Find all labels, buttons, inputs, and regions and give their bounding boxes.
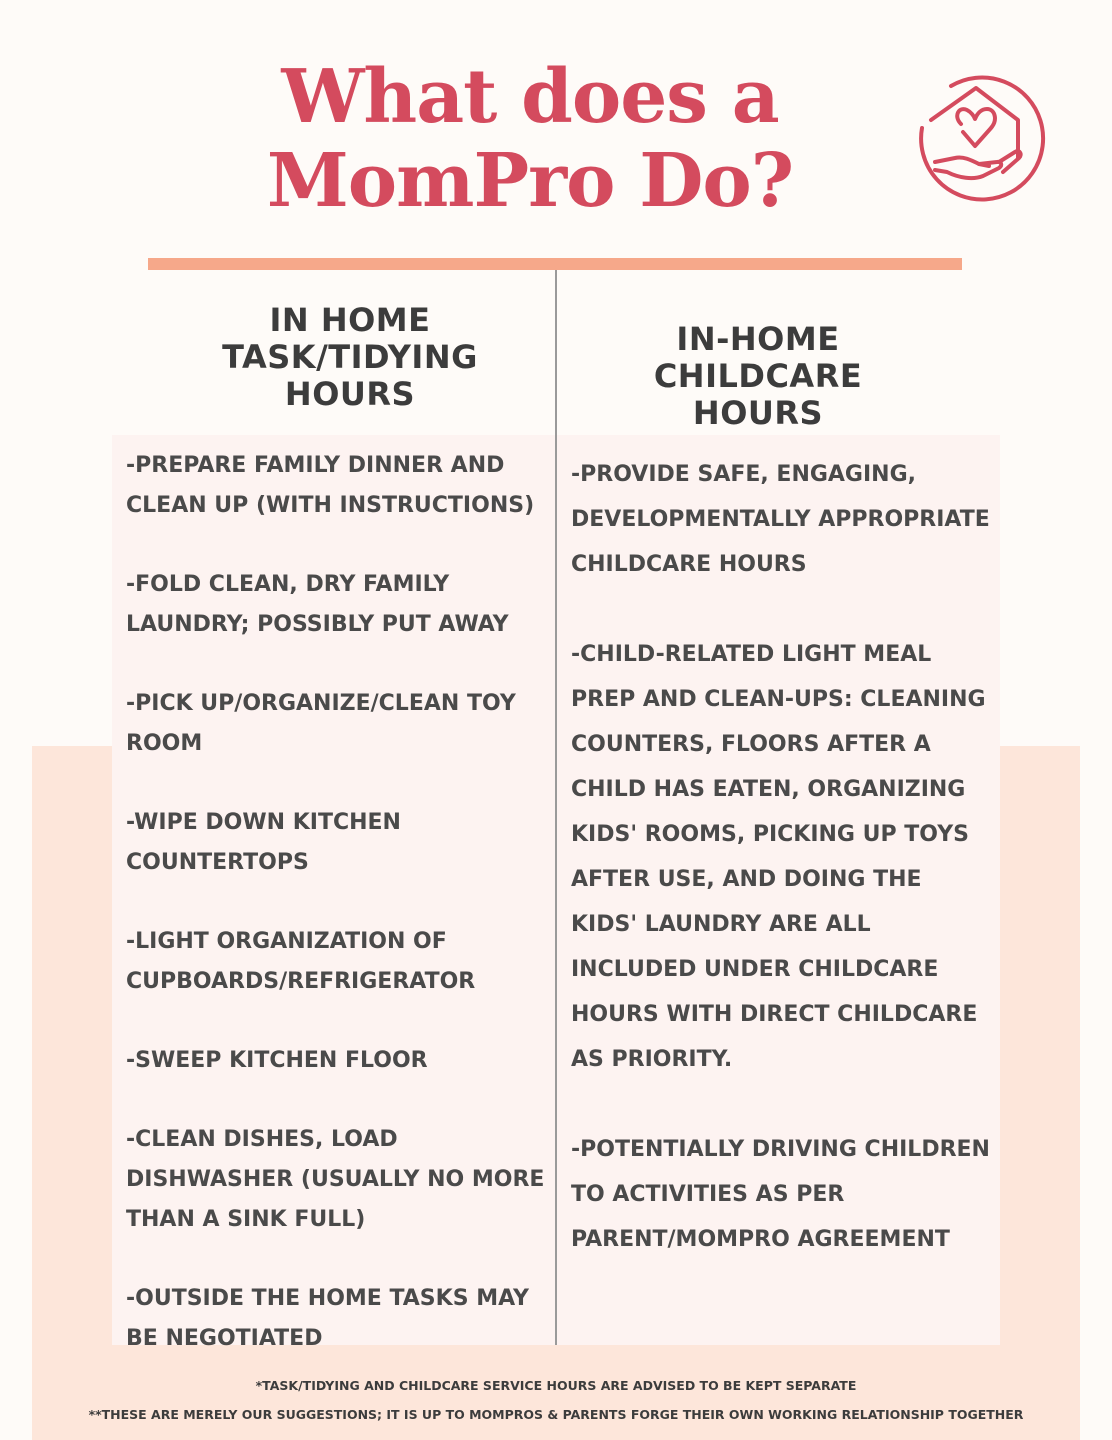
list-item: -SWEEP KITCHEN FLOOR xyxy=(126,1048,428,1073)
list-item: -OUTSIDE THE HOME TASKS MAY BE NEGOTIATED xyxy=(126,1286,529,1351)
childcare-hours-heading xyxy=(570,321,946,432)
page-title xyxy=(150,55,910,223)
footnote-separate-hours: *TASK/TIDYING AND CHILDCARE SERVICE HOURS ARE ADVISED TO BE KEPT SEPARATE xyxy=(255,1378,857,1393)
list-item: -PROVIDE SAFE, ENGAGING, DEVELOPMENTALLY APPROPRIATE CHILDCARE HOURS xyxy=(571,462,990,577)
task-hours-heading xyxy=(180,302,520,413)
title-line-1: What does a xyxy=(281,54,779,140)
title-line-2: MomPro Do? xyxy=(266,138,794,224)
list-item: -PICK UP/ORGANIZE/CLEAN TOY ROOM xyxy=(126,691,516,756)
heading-line: IN HOME xyxy=(269,301,431,339)
list-item: -LIGHT ORGANIZATION OF CUPBOARDS/REFRIGERATOR xyxy=(126,929,476,994)
heading-line: IN-HOME CHILDCARE xyxy=(653,320,863,395)
list-item: -POTENTIALLY DRIVING CHILDREN TO ACTIVITIES AS PER PARENT/MOMPRO AGREEMENT xyxy=(571,1137,990,1252)
list-item: -CHILD-RELATED LIGHT MEAL PREP AND CLEAN-UPS: CLEANING COUNTERS, FLOORS AFTER A CHILD HAS EATEN, ORGANIZING KIDS' ROOMS, PICKING UP TOYS AFTER USE, AND DOING THE KIDS' LAUNDRY ARE ALL INCLUDED UNDER CHILDCARE HOURS WITH DIRECT CHILDCARE AS PRIORITY. xyxy=(571,642,986,1072)
list-item: -CLEAN DISHES, LOAD DISHWASHER (USUALLY NO MORE THAN A SINK FULL) xyxy=(126,1127,545,1232)
list-item: -FOLD CLEAN, DRY FAMILY LAUNDRY; POSSIBLY PUT AWAY xyxy=(126,572,509,637)
task-hours-list xyxy=(126,446,546,1398)
heading-line: TASK/TIDYING xyxy=(222,338,478,376)
header-rule xyxy=(148,258,962,270)
list-item: -WIPE DOWN KITCHEN COUNTERTOPS xyxy=(126,810,401,875)
childcare-hours-list xyxy=(571,452,991,1307)
list-item: -PREPARE FAMILY DINNER AND CLEAN UP (WITH INSTRUCTIONS) xyxy=(126,453,535,518)
heading-line: HOURS xyxy=(692,394,824,432)
house-heart-hand-icon xyxy=(903,66,1049,212)
footnote-suggestions: **THESE ARE MERELY OUR SUGGESTIONS; IT IS UP TO MOMPROS & PARENTS FORGE THEIR OWN WORKING RELATIONSHIP TOGETHER xyxy=(88,1407,1024,1422)
heading-line: HOURS xyxy=(284,375,416,413)
column-divider xyxy=(555,270,557,1345)
